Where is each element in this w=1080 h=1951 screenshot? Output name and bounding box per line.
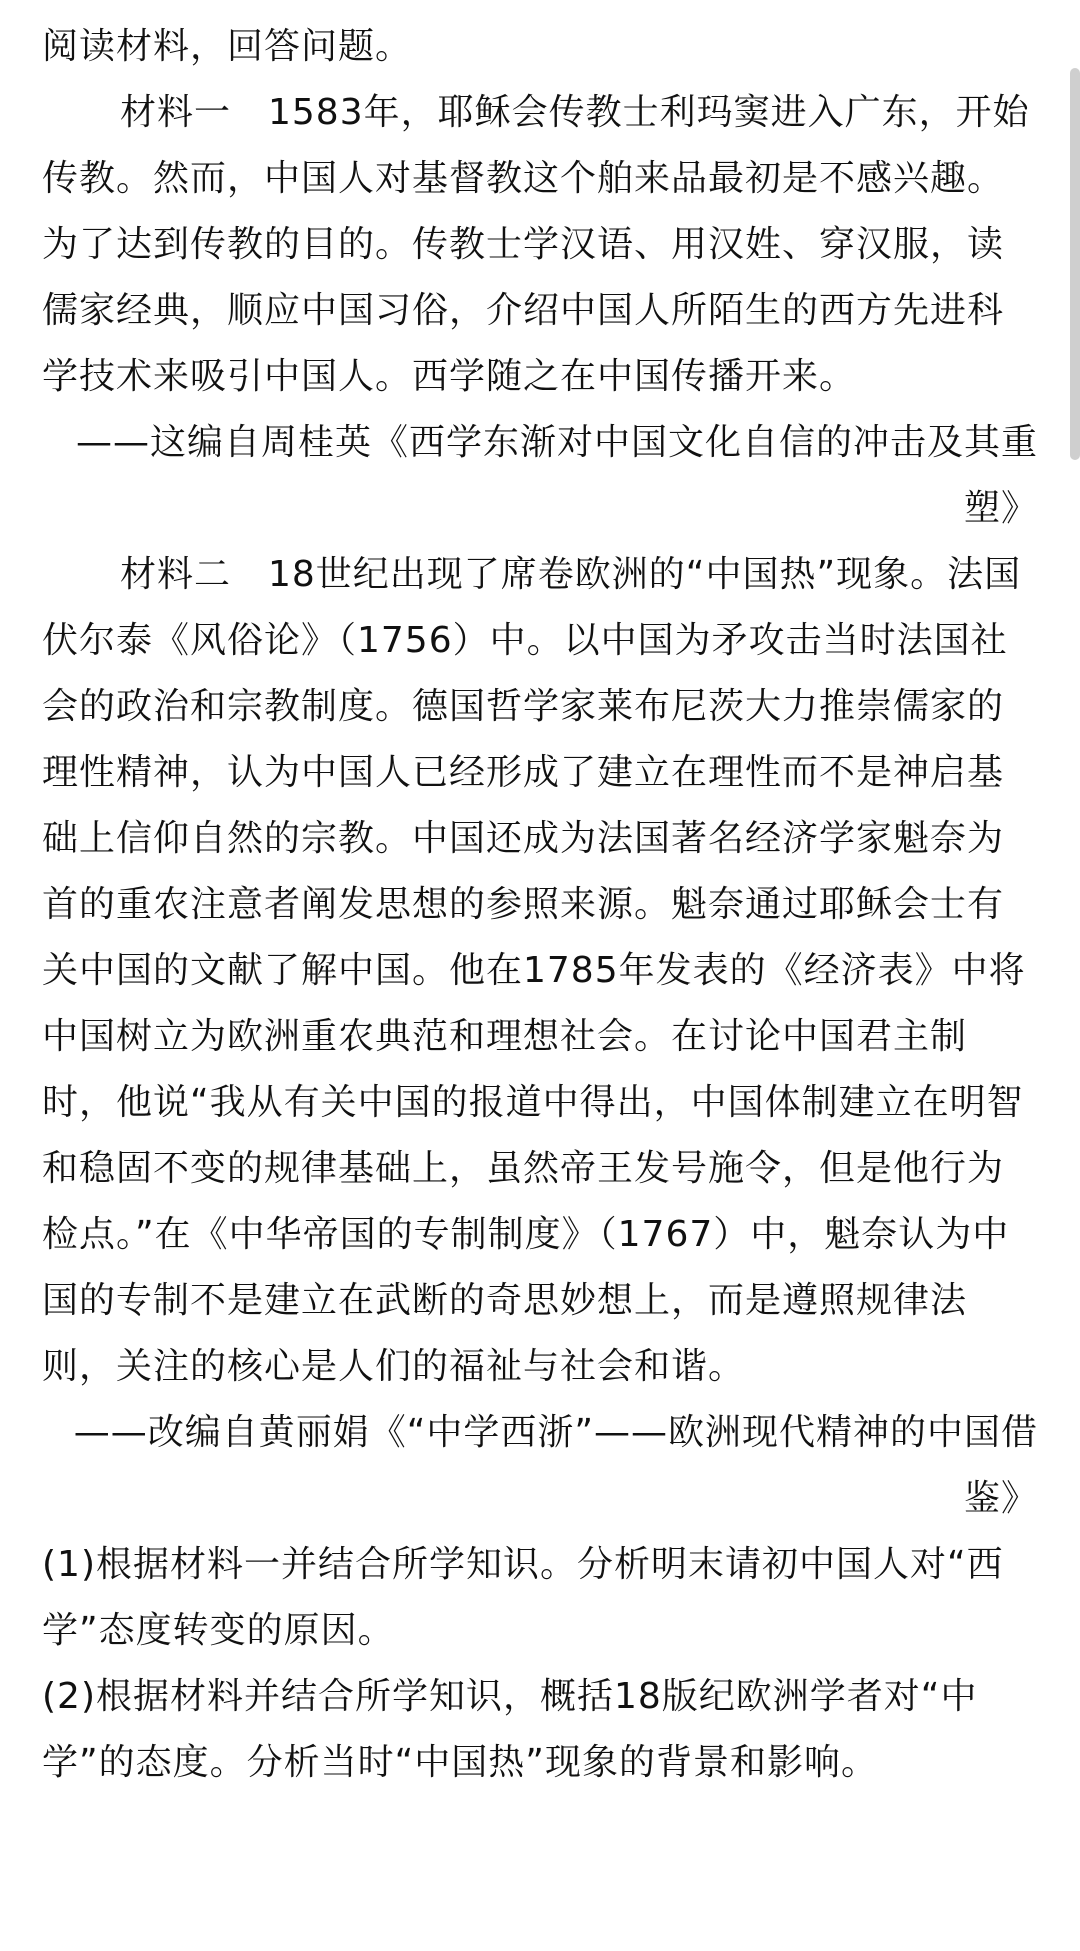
question-one: (1)根据材料一并结合所学知识。分析明末请初中国人对“西学”态度转变的原因。 <box>42 1544 1004 1651</box>
material-one-text: 材料一 1583年，耶稣会传教士利玛窦进入广东，开始传教。然而，中国人对基督教这个舶来品最初是不感兴趣。为了达到传教的目的。传教士学汉语、用汉姓、穿汉服，读儒家经典，顺应中国习俗，介绍中国人所陌生的西方先进科学技术来吸引中国人。西学随之在中国传播开来。 <box>42 92 1030 397</box>
document-body <box>42 14 1038 1796</box>
material-two-text: 材料二 18世纪出现了席卷欧洲的“中国热”现象。法国伏尔泰《风俗论》（1756）中。以中国为矛攻击当时法国社会的政治和宗教制度。德国哲学家莱布尼茨大力推崇儒家的理性精神，认为中国人已经形成了建立在理性而不是神启基础上信仰自然的宗教。中国还成为法国著名经济学家魁奈为首的重农注意者阐发思想的参照来源。魁奈通过耶稣会士有关中国的文献了解中国。他在1785年发表的《经济表》中将中国树立为欧洲重农典范和理想社会。在讨论中国君主制时，他说“我从有关中国的报道中得出，中国体制建立在明智和稳固不变的规律基础上，虽然帝王发号施令，但是他行为检点。”在《中华帝国的专制制度》（1767）中，魁奈认为中国的专制不是建立在武断的奇思妙想上，而是遵照规律法则，关注的核心是人们的福祉与社会和谐。 <box>42 554 1026 1387</box>
question-two: (2)根据材料并结合所学知识，概括18版纪欧洲学者对“中学”的态度。分析当时“中国热”现象的背景和影响。 <box>42 1676 978 1783</box>
vertical-scrollbar[interactable] <box>1070 68 1080 460</box>
instruction-text: 阅读材料，回答问题。 <box>42 26 413 67</box>
material-two-source: ——改编自黄丽娟《“中学西浙”——欧洲现代精神的中国借鉴》 <box>73 1412 1038 1519</box>
material-one-source: ——这编自周桂英《西学东渐对中国文化自信的冲击及其重塑》 <box>75 422 1038 529</box>
